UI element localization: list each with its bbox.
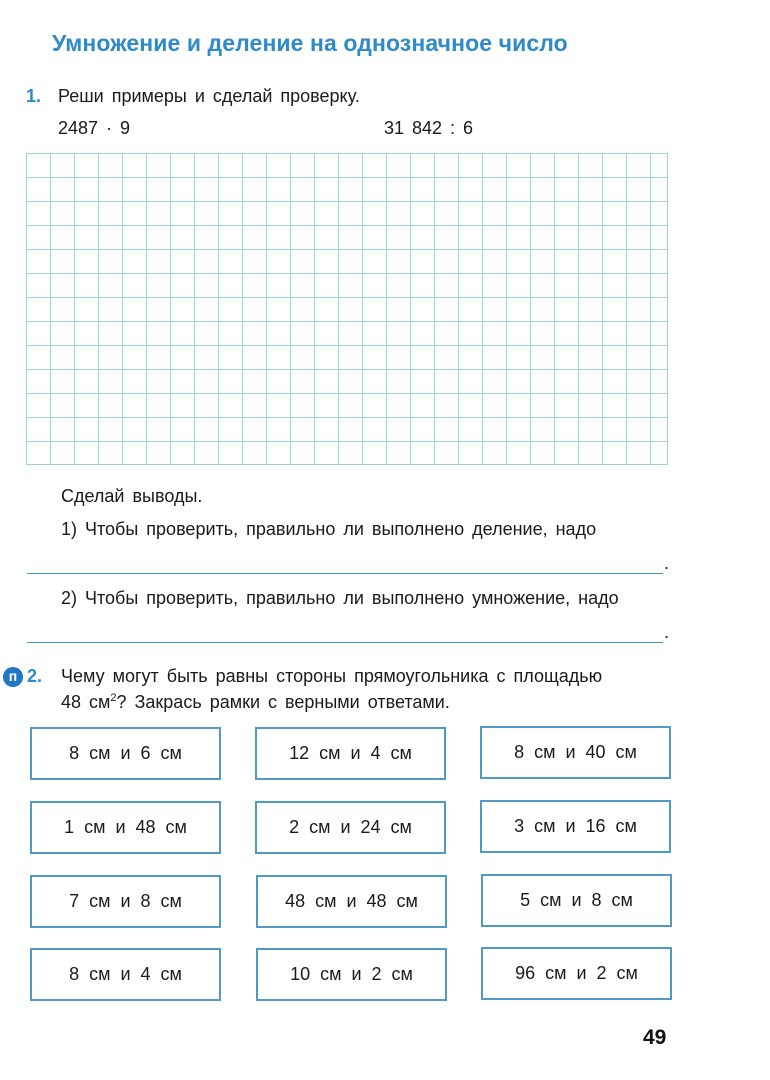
answer-box-8x6[interactable]: 8 см и 6 см (30, 727, 221, 780)
page-title: Умножение и деление на однозначное число (52, 30, 568, 56)
answer-box-7x8[interactable]: 7 см и 8 см (30, 875, 221, 928)
example-division: 31 842 : 6 (384, 118, 474, 138)
task2-number: 2. (27, 666, 43, 686)
answer-box-3x16[interactable]: 3 см и 16 см (480, 800, 671, 853)
conclusion-multiplication-answer-line[interactable] (27, 642, 663, 643)
question-area-superscript: 2 (110, 692, 117, 704)
conclusion-multiplication-end: . (664, 622, 670, 642)
pair-work-badge-icon: п (3, 667, 23, 687)
answer-box-5x8[interactable]: 5 см и 8 см (481, 874, 672, 927)
conclusions-heading: Сделай выводы. (61, 486, 203, 506)
answer-box-96x2[interactable]: 96 см и 2 см (481, 947, 672, 1000)
task2-question-line1: Чему могут быть равны стороны прямоугольника с площадью (61, 666, 603, 686)
answer-box-8x40[interactable]: 8 см и 40 см (480, 726, 671, 779)
conclusion-division-answer-line[interactable] (27, 573, 663, 574)
answer-box-8x4[interactable]: 8 см и 4 см (30, 948, 221, 1001)
conclusion-division-text: 1) Чтобы проверить, правильно ли выполнено деление, надо (61, 519, 597, 539)
answer-box-48x48[interactable]: 48 см и 48 см (256, 875, 447, 928)
task1-instruction: Реши примеры и сделай проверку. (58, 86, 360, 106)
conclusion-division-end: . (664, 553, 670, 573)
answer-box-12x4[interactable]: 12 см и 4 см (255, 727, 446, 780)
answer-box-10x2[interactable]: 10 см и 2 см (256, 948, 447, 1001)
page-number: 49 (643, 1026, 667, 1049)
example-multiplication: 2487 · 9 (58, 118, 131, 138)
question-area-value: 48 см (61, 692, 111, 712)
answer-box-1x48[interactable]: 1 см и 48 см (30, 801, 221, 854)
task1-number: 1. (26, 86, 42, 106)
work-grid[interactable] (26, 153, 668, 465)
conclusion-multiplication-text: 2) Чтобы проверить, правильно ли выполнено умножение, надо (61, 588, 619, 608)
question-area-suffix: ? Закрась рамки с верными ответами. (116, 692, 450, 712)
answer-box-2x24[interactable]: 2 см и 24 см (255, 801, 446, 854)
task2-question-line2 (61, 692, 450, 713)
